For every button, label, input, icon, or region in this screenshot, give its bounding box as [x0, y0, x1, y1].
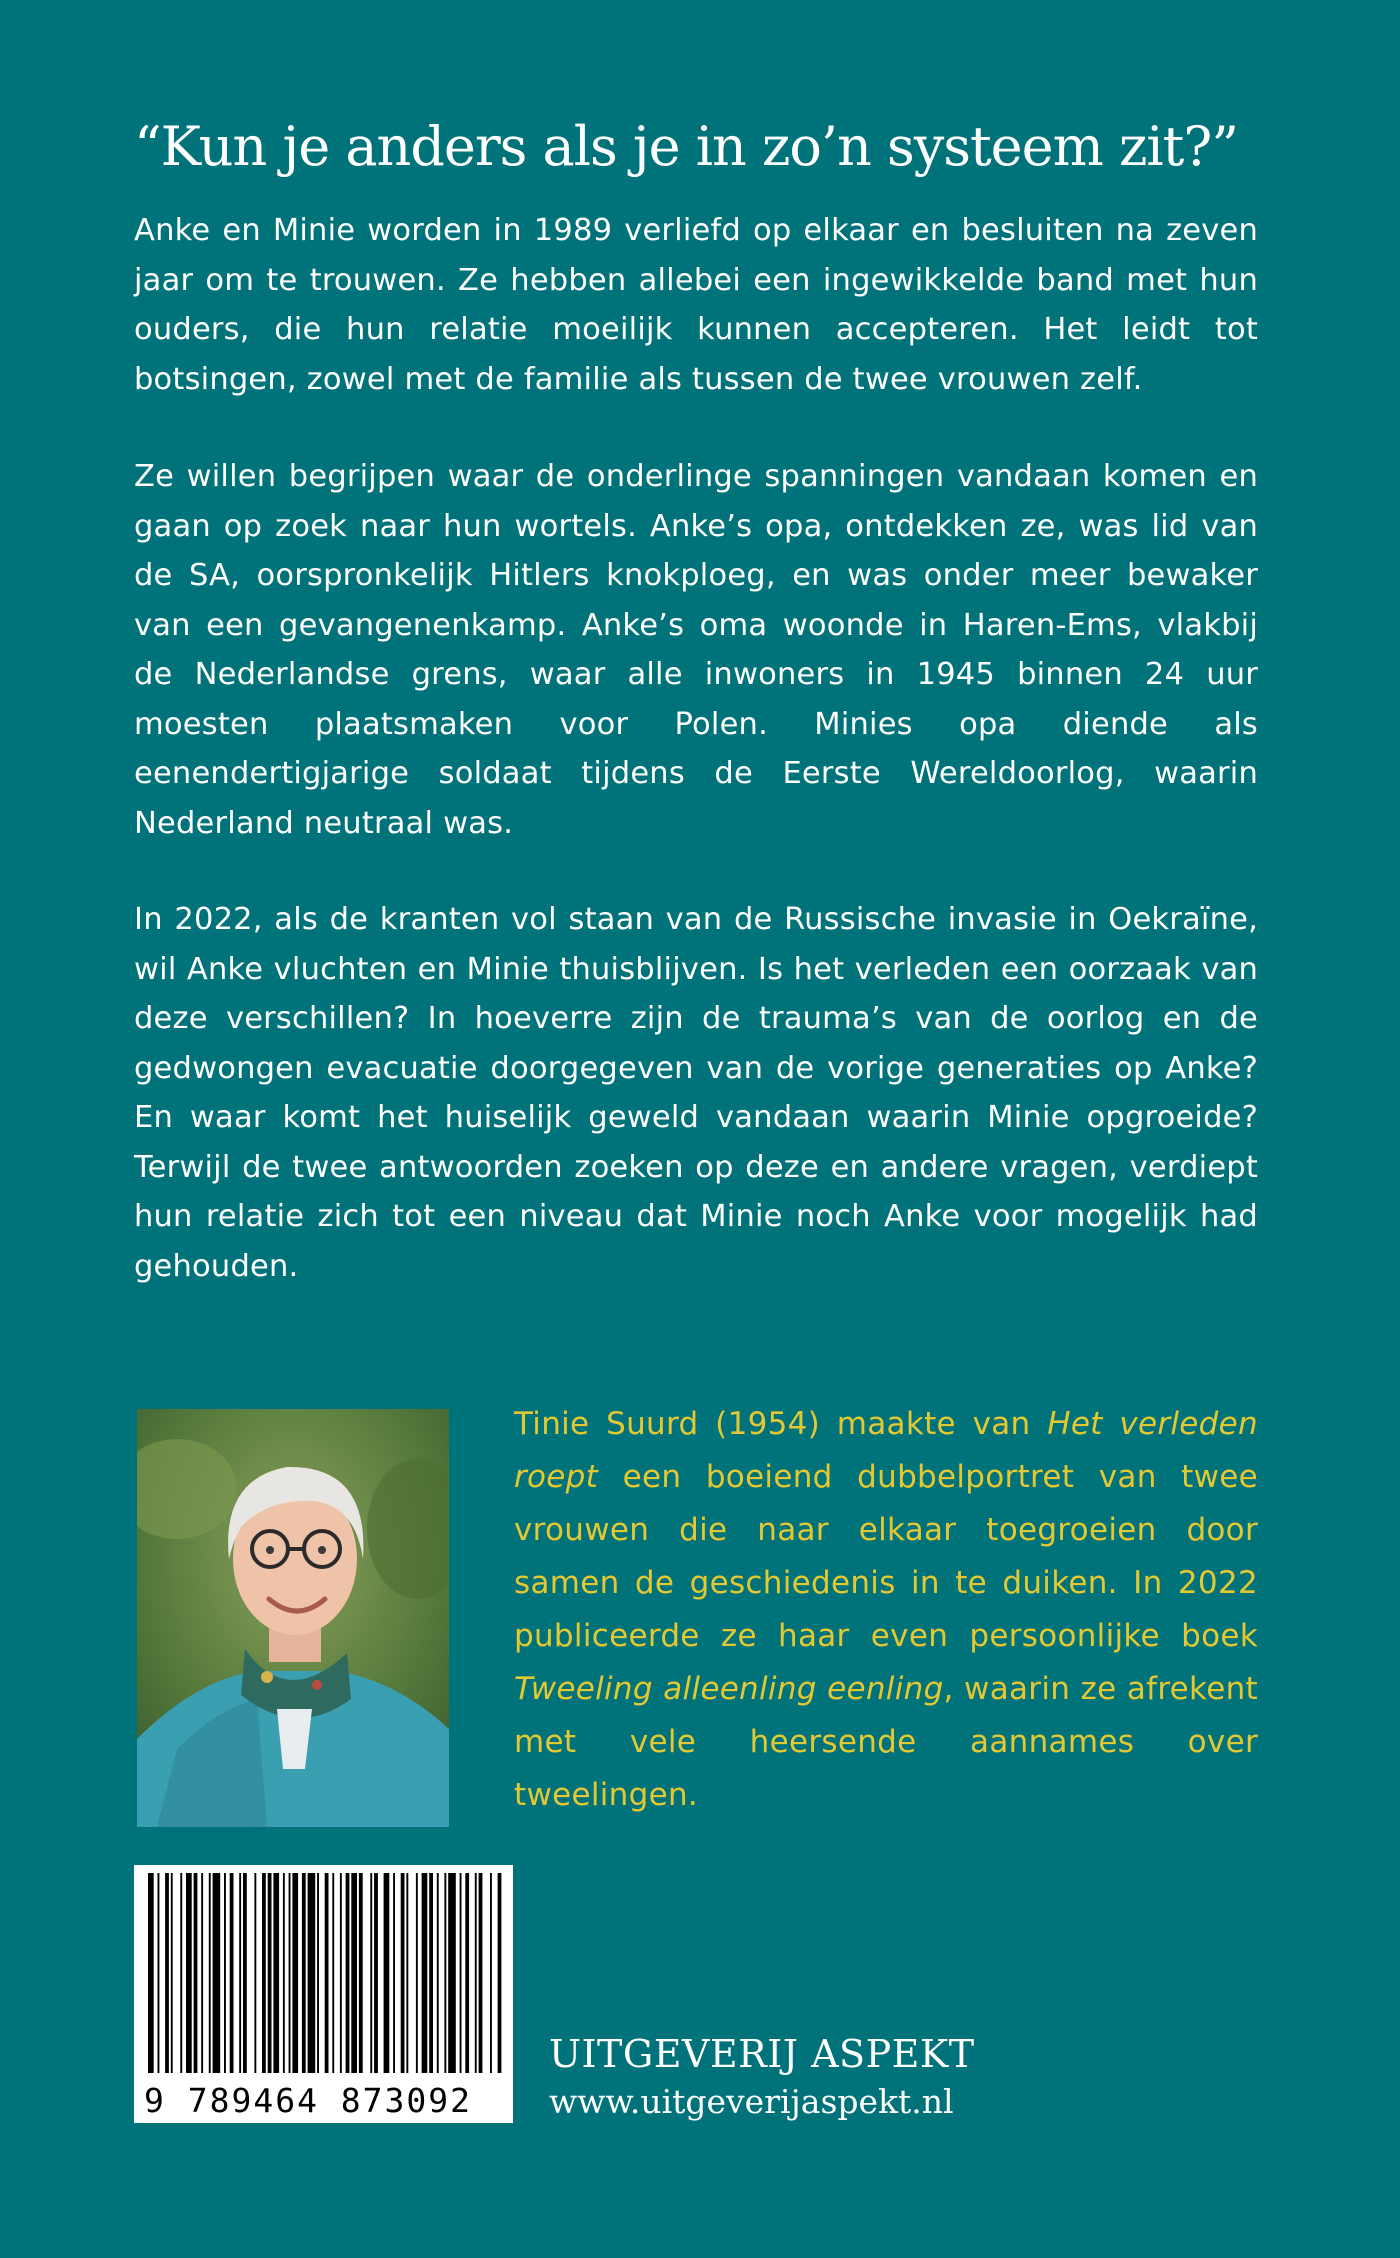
bio-text-3: , waarin ze afrekent met vele heersende aannames over tweelingen.: [514, 1671, 1258, 1813]
blurb-paragraph-2: Ze willen begrijpen waar de onderlinge spanningen vandaan komen en gaan op zoek naar hun wortels. Anke’s opa, ontdekken ze, was lid van de SA, oorspronkelijk Hitlers knokploeg, en was onder meer bewaker van een gevangenenkamp. Anke’s oma woonde in Haren-Ems, vlakbij de Nederlandse grens, waar alle inwoners in 1945 binnen 24 uur moesten plaatsmaken voor Polen. Minies opa diende als eenendertigjarige soldaat tijdens de Eerste Wereldoorlog, waarin Nederland neutraal was.: [134, 459, 1258, 841]
author-photo: [137, 1409, 449, 1827]
author-bio: [514, 1398, 1258, 1822]
cover-quote: “Kun je anders als je in zo’n systeem zit?”: [134, 115, 1238, 178]
blurb-paragraph-1: Anke en Minie worden in 1989 verliefd op elkaar en besluiten na zeven jaar om te trouwen. Ze hebben allebei een ingewikkelde band met hun ouders, die hun relatie moeilijk kunnen accepteren. Het leidt tot botsingen, zowel met de familie als tussen de twee vrouwen zelf.: [134, 213, 1258, 397]
publisher-website: www.uitgeverijaspekt.nl: [549, 2082, 954, 2121]
book-title: Het verleden roept: [514, 1406, 1258, 1495]
publisher-name: UITGEVERIJ ASPEKT: [549, 2032, 975, 2076]
other-book-title: Tweeling alleenling eenling: [514, 1671, 944, 1707]
bio-text-2: een boeiend dubbelportret van twee vrouwen die naar elkaar toegroeien door samen de geschiedenis in te duiken. In 2022 publiceerde ze haar even persoonlijke boek: [514, 1459, 1258, 1654]
isbn-number: 9 789464 873092: [144, 2081, 473, 2120]
blurb-paragraph-3: In 2022, als de kranten vol staan van de Russische invasie in Oekraïne, wil Anke vluchten en Minie thuisblijven. Is het verleden een oorzaak van deze verschillen? In hoeverre zijn de trauma’s van de oorlog en de gedwongen evacuatie doorgegeven van de vorige generaties op Anke? En waar komt het huiselijk geweld vandaan waarin Minie opgroeide? Terwijl de twee antwoorden zoeken op deze en andere vragen, verdiept hun relatie zich tot een niveau dat Minie noch Anke voor mogelijk had gehouden.: [134, 902, 1258, 1284]
bio-text-1: Tinie Suurd (1954) maakte van: [514, 1406, 1048, 1442]
isbn-barcode: [134, 1865, 513, 2123]
